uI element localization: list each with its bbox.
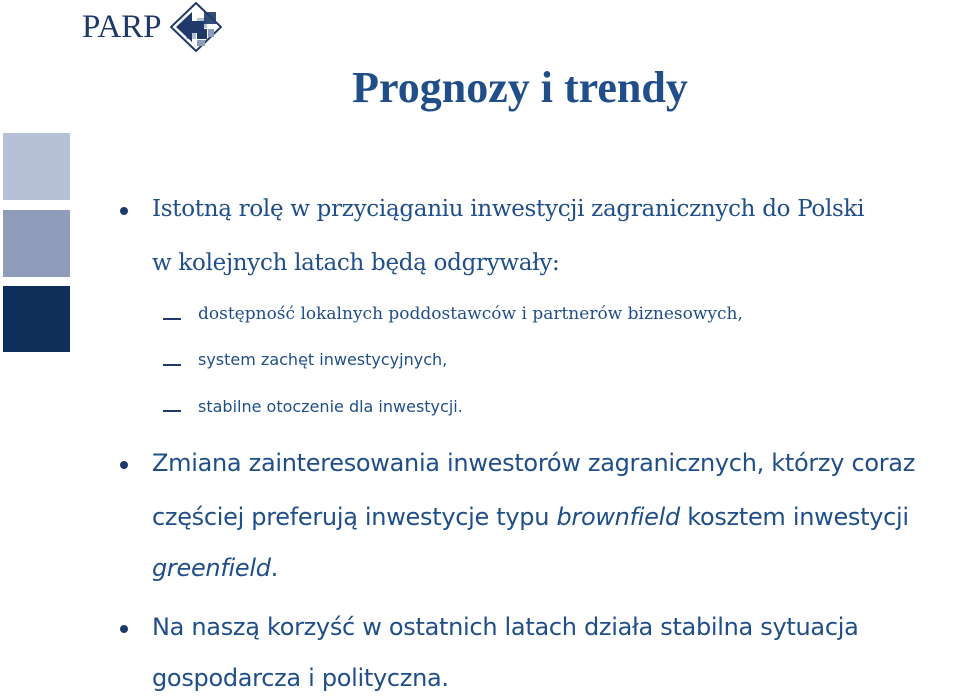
logo-text: PARP [82, 8, 162, 45]
sub-dash [163, 318, 181, 320]
bullet-3-line-1: Na naszą korzyść w ostatnich latach działa stabilna sytuacja [152, 613, 859, 641]
bullet-2-line-2-text-a: częściej preferują inwestycje typu [152, 503, 557, 531]
decor-square-light [3, 133, 70, 200]
decor-square-mid [3, 210, 70, 277]
bullet-3-line-2: gospodarcza i polityczna. [152, 664, 449, 692]
bullet-dot [120, 461, 128, 469]
bullet-1-line-2: w kolejnych latach będą odgrywały: [152, 250, 560, 276]
bullet-1-line-1: Istotną rolę w przyciąganiu inwestycji zagranicznych do Polski [152, 196, 865, 222]
bullet-dot [120, 625, 128, 633]
bullet-dot [120, 207, 128, 215]
sub-item-3: stabilne otoczenie dla inwestycji. [198, 397, 463, 416]
bullet-2-greenfield: greenfield [152, 554, 271, 582]
slide-title: Prognozy i trendy [352, 63, 688, 112]
bullet-2-brownfield: brownfield [556, 503, 680, 531]
bullet-2-line-3-end: . [270, 554, 278, 582]
parp-arrow-logo-icon [170, 2, 222, 52]
sub-item-1: dostępność lokalnych poddostawców i partnerów biznesowych, [198, 304, 743, 324]
sub-dash [163, 410, 181, 412]
bullet-2-line-3 [152, 554, 278, 582]
bullet-2-line-2 [152, 503, 909, 531]
decor-square-dark [3, 286, 70, 352]
bullet-2-line-2-text-b: kosztem inwestycji [679, 503, 909, 531]
sub-dash [163, 364, 181, 366]
parp-logo [82, 2, 222, 52]
bullet-2-line-1: Zmiana zainteresowania inwestorów zagranicznych, którzy coraz [152, 449, 916, 477]
sub-item-2: system zachęt inwestycyjnych, [198, 350, 448, 369]
